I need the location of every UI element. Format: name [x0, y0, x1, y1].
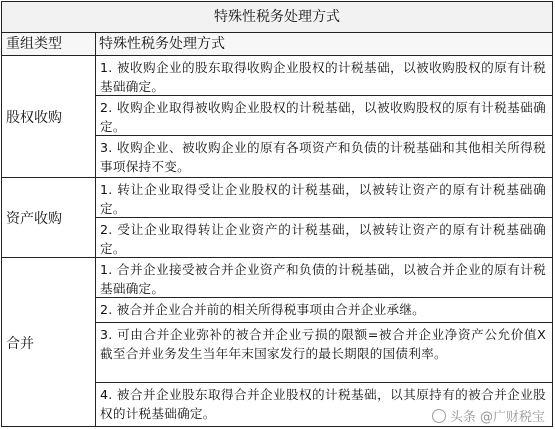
group-merger	[2, 258, 552, 427]
table-cell: 2. 被合并企业合并前的相关所得税事项由合并企业承继。	[96, 298, 552, 323]
group-type-label: 合并	[2, 258, 96, 427]
group-equity-acquisition	[2, 56, 552, 178]
table-cell: 2. 收购企业取得被收购企业股权的计税基础，以被收购股权的原有计税基础确定。	[96, 96, 552, 136]
watermark-text: 头条 @广财税宝	[449, 410, 545, 425]
table-cell: 2. 受让企业取得转让企业资产的计税基础，以被转让资产的原有计税基础确定。	[100, 222, 546, 256]
group-items	[96, 258, 552, 427]
header-reorg-type: 重组类型	[2, 33, 96, 55]
group-asset-acquisition	[2, 178, 552, 258]
group-type-label: 股权收购	[2, 56, 96, 177]
header-treatment: 特殊性税务处理方式	[99, 36, 225, 52]
tax-treatment-table	[1, 1, 553, 427]
table-cell: 1. 转让企业取得受让企业股权的计税基础，以被转让资产的原有计税基础确定。	[96, 178, 552, 218]
table-cell: 3. 可由合并企业弥补的被合并企业亏损的限额=被合并企业净资产公允价值X截至合并业务发生当年年末国家发行的最长期限的国债利率。	[96, 323, 552, 383]
table-cell: 1. 合并企业接受被合并企业资产和负债的计税基础，以被合并企业的原有计税基础确定。	[96, 258, 552, 298]
group-items	[96, 178, 552, 257]
table-cell: 3. 收购企业、被收购企业的原有各项资产和负债的计税基础和其他相关所得税事项保持不变。	[100, 140, 546, 174]
table-header-row	[2, 33, 552, 56]
table-cell: 4. 被合并企业股东取得合并企业股权的计税基础，以其原持有的被合并企业股权的计税基础确定。	[100, 387, 546, 421]
group-type-label: 资产收购	[2, 178, 96, 257]
group-items	[96, 56, 552, 177]
table-cell: 1. 被收购企业的股东取得收购企业股权的计税基础，以被收购股权的原有计税基础确定。	[96, 56, 552, 96]
table-title: 特殊性税务处理方式	[2, 2, 552, 33]
